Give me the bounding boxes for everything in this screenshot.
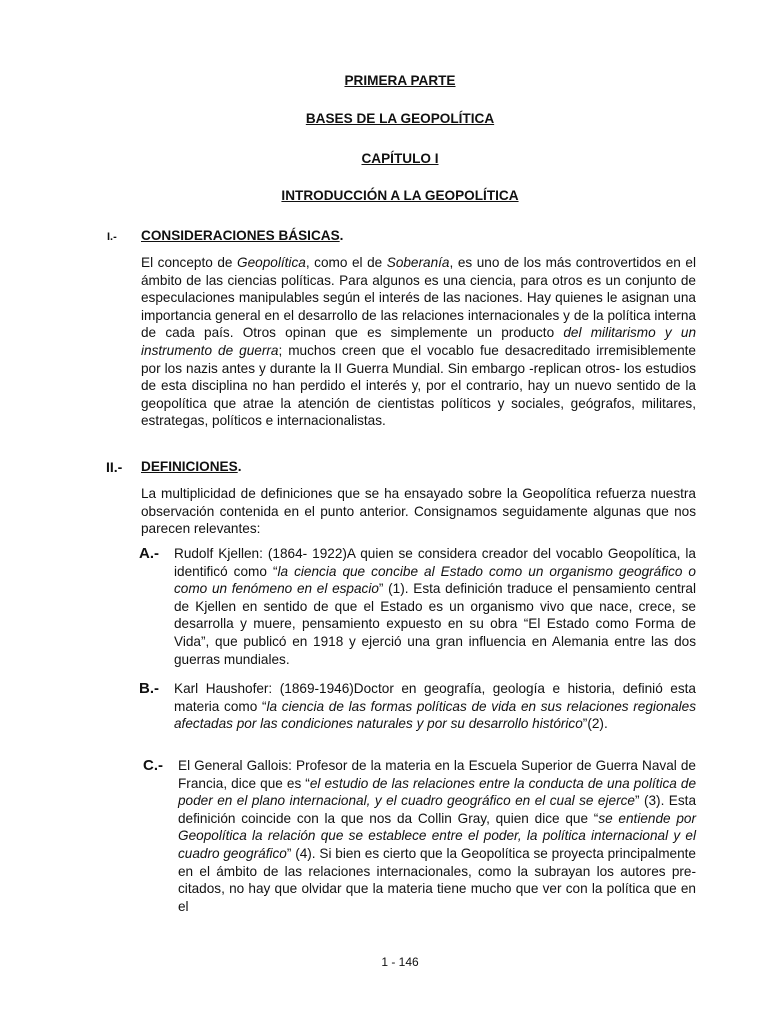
text-run-italic: del militarismo y un instrumento de guerra: [141, 325, 696, 358]
section-2-title: [141, 459, 241, 474]
text-run: , como el de: [305, 255, 387, 270]
text-run: ” (3). Esta definición coincide con la que nos da Collin Gray, quien dice que “: [178, 793, 696, 826]
intro-heading: INTRODUCCIÓN A LA GEOPOLÍTICA: [281, 188, 519, 203]
section-2-title-dot: .: [237, 459, 242, 474]
section-2-intro: La multiplicidad de definiciones que se ha ensayado sobre la Geopolítica refuerza nuestra observación contenida en el punto anterior. Consignamos seguidamente algunas que nos parecen relevantes:: [141, 486, 696, 537]
item-a-label: A.-: [139, 545, 159, 562]
text-run: El General Gallois: Profesor de la materia en la Escuela Superior de Guerra Naval de Francia, dice que es “: [178, 758, 696, 791]
text-run-italic: Soberanía: [386, 255, 450, 270]
text-run: , es uno de los más controvertidos en el ámbito de las ciencias políticas. Para algunos es una ciencia, para otros es un conjunto de especulaciones manipulables según el interés de las naciones. Hay quienes le asignan una importancia general en el desarrollo de las relaciones internacionales y de la política interna de cada país. Otros opinan que es simplemente un producto: [141, 255, 696, 341]
section-1-title-text: CONSIDERACIONES BÁSICAS: [141, 228, 340, 243]
text-run: ; muchos creen que el vocablo fue desacreditado irremisiblemente por los nazis antes y durante la II Guerra Mundial. Sin embargo -replican otros- los estudios de esta disciplina no han perdido el interés y, por el contrario, hay un nuevo sentido de la geopolítica que atrae la atención de cientistas políticos y sociales, geógrafos, militares, estrategas, políticos e internacionalistas.: [141, 342, 696, 429]
section-1-title: [141, 228, 343, 243]
section-2-number: II.-: [106, 459, 123, 475]
text-run-italic: la ciencia de las formas políticas de vida en sus relaciones regionales afectadas por las condiciones naturales y por su desarrollo histórico: [174, 698, 696, 732]
text-run: Rudolf Kjellen: (1864- 1922)A quien se considera creador del vocablo Geopolítica, la identificó como “: [174, 546, 696, 579]
section-1-paragraph: [141, 254, 696, 430]
text-run-italic: el estudio de las relaciones entre la conducta de una política de poder en el plano internacional, y el cuadro geográfico en el cual se ejerce: [178, 775, 697, 809]
page-number: 1 - 146: [381, 955, 419, 969]
item-b-label: B.-: [139, 680, 159, 697]
text-run: ”(2).: [582, 716, 608, 732]
chapter-heading: CAPÍTULO I: [361, 151, 439, 166]
text-run: El concepto de: [141, 255, 238, 270]
item-c-paragraph: [178, 757, 696, 915]
section-1-title-dot: .: [339, 228, 344, 243]
text-run-italic: se entiende por Geopolítica la relación que se establece entre el poder, la política internacional y el cuadro geográfico: [178, 810, 696, 861]
section-2-title-text: DEFINICIONES: [141, 459, 238, 474]
text-run: ” (1). Esta definición traduce el pensamiento central de Kjellen en sentido de que el Estado es un organismo vivo que nace, crece, se desarrolla y muere, pensamiento expuesto en su obra “El Estado como Forma de Vida”, que publicó en 1918 y ejerció una gran influencia en Alemania entre las dos guerras mundiales.: [174, 581, 696, 667]
item-a-paragraph: [174, 545, 696, 668]
bases-heading: BASES DE LA GEOPOLÍTICA: [305, 111, 495, 126]
item-b-paragraph: [174, 680, 696, 733]
text-run-italic: la ciencia que concibe al Estado como un organismo geográfico o como un fenómeno en el espacio: [174, 563, 696, 597]
text-run: ” (4). Si bien es cierto que la Geopolítica se proyecta principalmente en el ámbito de las relaciones internacionales, como la subrayan los autores pre-citados, no hay que olvidar que la materia tiene mucho que ver con la política que en el: [178, 845, 696, 914]
section-1-number: I.-: [107, 231, 117, 243]
item-c-label: C.-: [143, 757, 163, 774]
text-run-italic: Geopolítica: [237, 255, 306, 270]
part-heading: PRIMERA PARTE: [344, 73, 456, 88]
text-run: Karl Haushofer: (1869-1946)Doctor en geografía, geología e historia, definió esta materia como “: [174, 681, 696, 714]
